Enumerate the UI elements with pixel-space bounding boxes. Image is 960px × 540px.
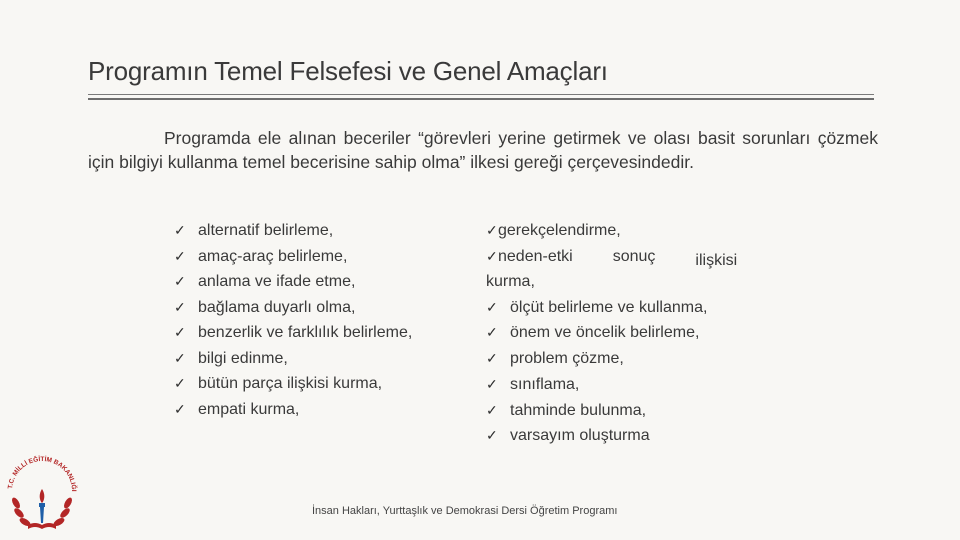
title-divider-thin [88,94,874,95]
checkmark-icon: ✓ [174,349,186,366]
emblem-text: T.C. MİLLİ EĞİTİM BAKANLIĞI [7,455,78,492]
skills-list-right-top [486,218,737,371]
list-item: ✓ alternatif belirleme, [174,218,412,244]
checkmark-icon: ✓ [174,273,186,289]
skills-list-left [174,218,412,422]
list-item: ✓ varsayım oluşturma [486,423,650,449]
list-item: kurma, [486,273,535,290]
checkmark-icon: ✓ [486,324,498,340]
list-item: ✓ bağlama duyarlı olma, [174,295,412,321]
skills-list-right-bottom [486,372,650,449]
list-item: ✓neden-etki sonuç ilişkisi [486,244,737,270]
checkmark-icon: ✓ [486,247,498,264]
list-item: ✓ anlama ve ifade etme, [174,269,412,295]
checkmark-icon: ✓ [486,222,498,238]
page-title: Programın Temel Felsefesi ve Genel Amaçları [88,56,608,86]
list-item: ✓gerekçelendirme, [486,218,737,244]
list-item: ✓ bütün parça ilişkisi kurma, [174,371,412,397]
list-item: ✓ problem çözme, [486,346,737,372]
checkmark-icon: ✓ [174,298,186,315]
checkmark-icon: ✓ [174,324,186,340]
checkmark-icon: ✓ [486,427,498,443]
list-item: ✓ ölçüt belirleme ve kullanma, [486,295,737,321]
list-item: ✓ sınıflama, [486,372,650,398]
checkmark-icon: ✓ [486,401,498,418]
checkmark-icon: ✓ [174,222,186,238]
footer-caption: İnsan Hakları, Yurttaşlık ve Demokrasi Dersi Öğretim Programı [312,505,618,517]
checkmark-icon: ✓ [174,375,186,391]
checkmark-icon: ✓ [486,298,498,315]
list-item: ✓ önem ve öncelik belirleme, [486,320,737,346]
list-item: ✓ benzerlik ve farklılık belirleme, [174,320,412,346]
intro-paragraph: Programda ele alınan beceriler “görevleri yerine getirmek ve olası basit sorunları çözmek için bilgiyi kullanma temel becerisine sahip olma” ilkesi gereği çerçevesindedir. [88,128,878,172]
list-item: ✓ empati kurma, [174,397,412,423]
checkmark-icon: ✓ [174,400,186,417]
list-item: ✓ amaç-araç belirleme, [174,244,412,270]
ministry-of-education-emblem-icon [2,445,82,535]
list-item: ✓ tahminde bulunma, [486,398,650,424]
title-divider-thick [88,98,874,100]
list-item: ✓ bilgi edinme, [174,346,412,372]
checkmark-icon: ✓ [174,247,186,264]
checkmark-icon: ✓ [486,376,498,392]
svg-text:T.C. MİLLİ EĞİTİM BAKANLIĞI [7,454,79,492]
checkmark-icon: ✓ [486,349,498,366]
